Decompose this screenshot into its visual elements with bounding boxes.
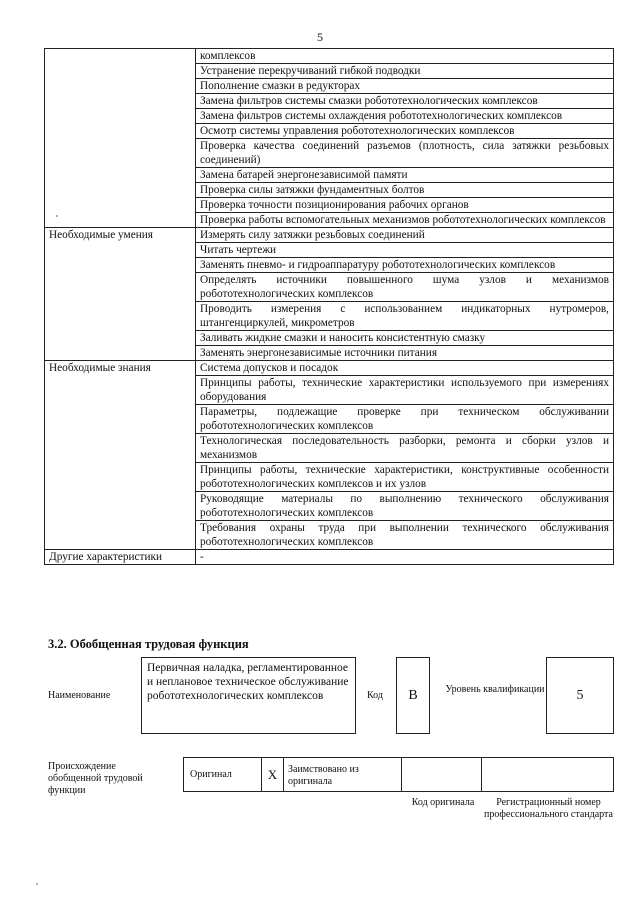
original-code-caption: Код оригинала bbox=[411, 797, 475, 808]
table-cell-item: Принципы работы, технические характеристики, конструктивные особенности робототехнологических комплексов и их узлов bbox=[196, 463, 614, 492]
origin-row bbox=[183, 757, 614, 792]
original-code-cell bbox=[402, 758, 482, 791]
table-cell-item: Заливать жидкие смазки и наносить консистентную смазку bbox=[196, 331, 614, 346]
row-group-header: Необходимые умения bbox=[45, 228, 196, 361]
table-cell-item: Проверка работы вспомогательных механизмов робототехнологических комплексов bbox=[196, 213, 614, 228]
table-cell-item: Принципы работы, технические характеристики используемого при измерениях оборудования bbox=[196, 376, 614, 405]
original-mark: X bbox=[262, 758, 284, 791]
function-name-box: Первичная наладка, регламентированное и неплановое техническое обслуживание робототехнологических комплексов bbox=[141, 657, 356, 734]
page-number: 5 bbox=[317, 30, 323, 44]
table-cell-item: Проводить измерения с использованием индикаторных нутромеров, штангенциркулей, микрометров bbox=[196, 302, 614, 331]
table-cell-item: - bbox=[196, 550, 614, 565]
table-cell-item: Проверка силы затяжки фундаментных болтов bbox=[196, 183, 614, 198]
table-cell-item: Параметры, подлежащие проверке при техническом обслуживании робототехнологических комплексов bbox=[196, 405, 614, 434]
original-label: Оригинал bbox=[184, 758, 262, 791]
table-cell-item: Замена фильтров системы охлаждения робототехнологических комплексов bbox=[196, 109, 614, 124]
row-group-header-empty bbox=[45, 49, 196, 228]
table-cell-item: комплексов bbox=[196, 49, 614, 64]
scan-speck bbox=[56, 215, 58, 217]
table-row bbox=[45, 361, 614, 376]
table-cell-item: Замена батарей энергонезависимой памяти bbox=[196, 168, 614, 183]
section-title: 3.2. Обобщенная трудовая функция bbox=[48, 637, 249, 651]
scan-speck bbox=[36, 883, 38, 885]
code-box: B bbox=[396, 657, 430, 734]
table-cell-item: Устранение перекручиваний гибкой подводки bbox=[196, 64, 614, 79]
table-cell-item: Читать чертежи bbox=[196, 243, 614, 258]
registration-number-cell bbox=[482, 758, 613, 791]
table-row bbox=[45, 550, 614, 565]
code-label: Код bbox=[367, 690, 383, 701]
table-row bbox=[45, 228, 614, 243]
table-cell-item: Осмотр системы управления робототехнологических комплексов bbox=[196, 124, 614, 139]
registration-number-caption: Регистрационный номер профессионального стандарта bbox=[484, 797, 613, 820]
table-cell-item: Руководящие материалы по выполнению технического обслуживания робототехнологических комплексов bbox=[196, 492, 614, 521]
qualification-level-label: Уровень квалификации bbox=[445, 684, 545, 695]
name-label: Наименование bbox=[48, 690, 111, 701]
row-group-header: Другие характеристики bbox=[45, 550, 196, 565]
table-cell-item: Технологическая последовательность разборки, ремонта и сборки узлов и механизмов bbox=[196, 434, 614, 463]
origin-label: Происхождение обобщенной трудовой функции bbox=[48, 761, 143, 796]
table-cell-item: Заменять энергонезависимые источники питания bbox=[196, 346, 614, 361]
borrowed-label: Заимствовано из оригинала bbox=[284, 758, 402, 791]
table-cell-item: Измерять силу затяжки резьбовых соединений bbox=[196, 228, 614, 243]
table-cell-item: Замена фильтров системы смазки робототехнологических комплексов bbox=[196, 94, 614, 109]
table-cell-item: Заменять пневмо- и гидроаппаратуру робототехнологических комплексов bbox=[196, 258, 614, 273]
table-cell-item: Определять источники повышенного шума узлов и механизмов робототехнологических комплексов bbox=[196, 273, 614, 302]
table-cell-item: Система допусков и посадок bbox=[196, 361, 614, 376]
table-cell-item: Пополнение смазки в редукторах bbox=[196, 79, 614, 94]
table-row bbox=[45, 49, 614, 64]
row-group-header: Необходимые знания bbox=[45, 361, 196, 550]
table-cell-item: Проверка точности позиционирования рабочих органов bbox=[196, 198, 614, 213]
table-cell-item: Требования охраны труда при выполнении технического обслуживания робототехнологических комплексов bbox=[196, 521, 614, 550]
labor-actions-table bbox=[44, 48, 614, 565]
qualification-level-box: 5 bbox=[546, 657, 614, 734]
table-cell-item: Проверка качества соединений разъемов (плотность, сила затяжки резьбовых соединений) bbox=[196, 139, 614, 168]
